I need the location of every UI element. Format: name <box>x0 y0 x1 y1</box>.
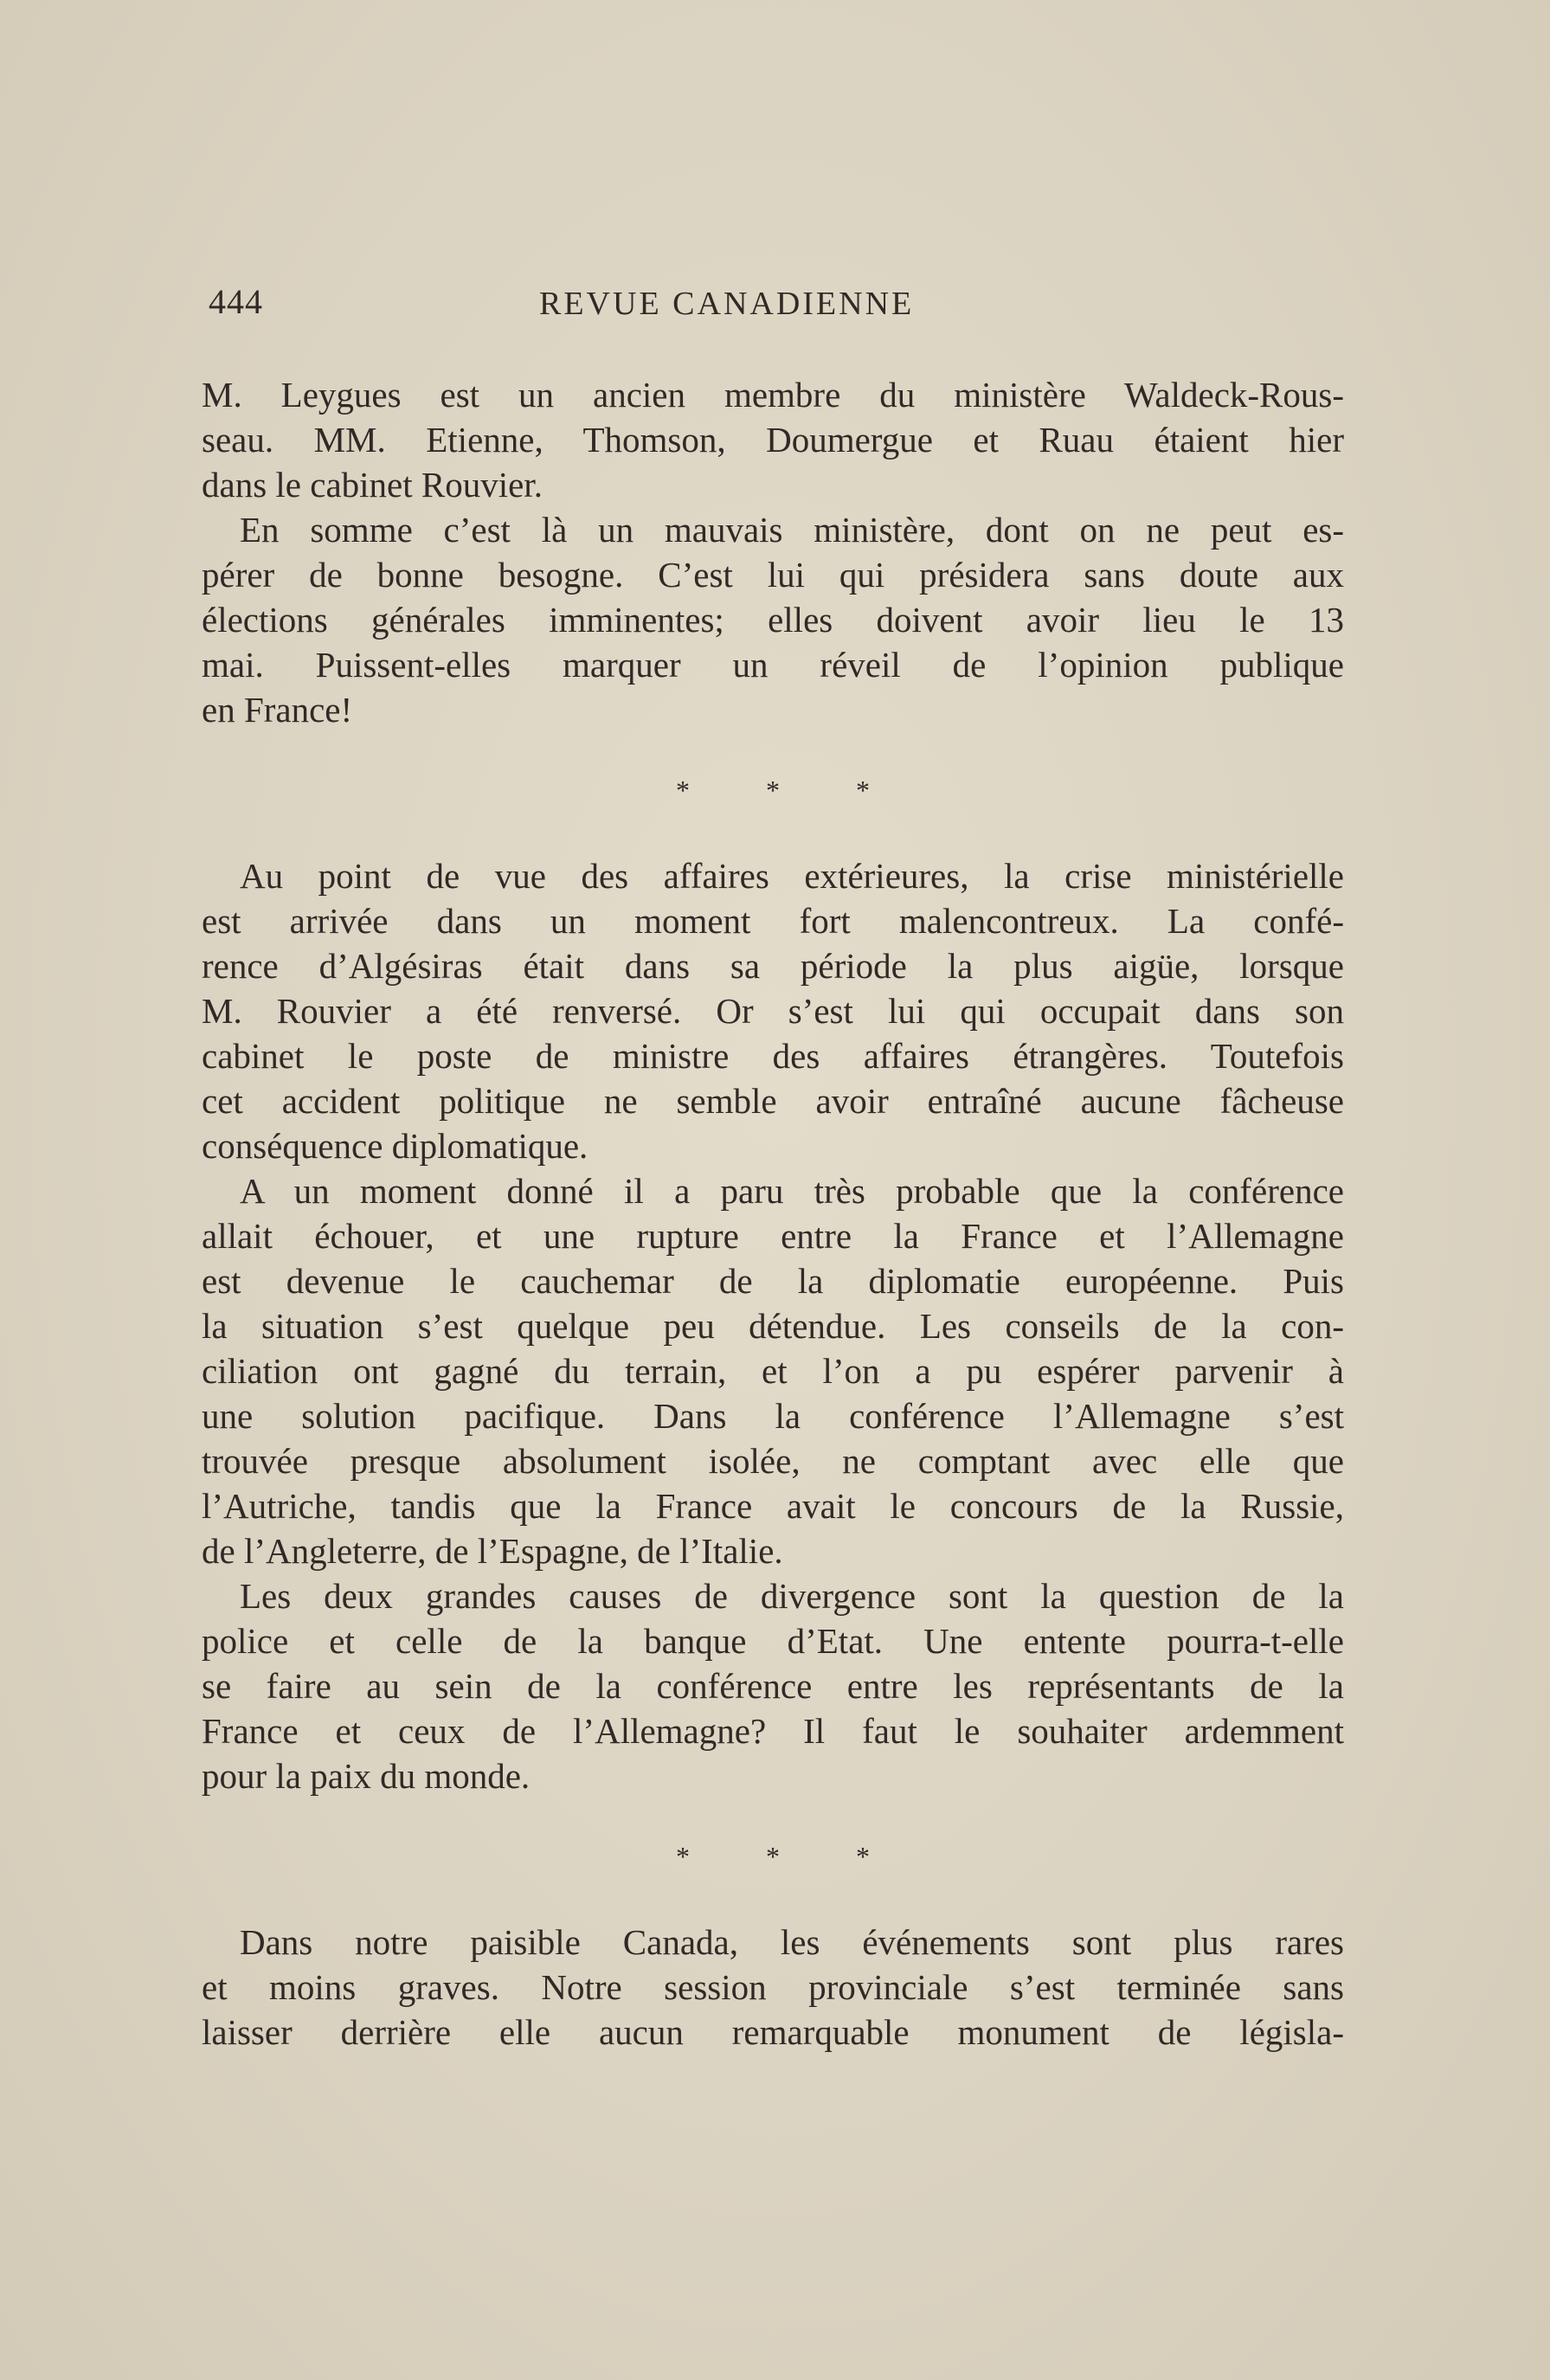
page-number: 444 <box>209 282 263 321</box>
text-line: de l’Angleterre, de l’Espagne, de l’Italie. <box>202 1531 783 1571</box>
text-line: mai. Puissent-elles marquer un réveil de l’opinion publique <box>202 645 1344 685</box>
text-line: M. Rouvier a été renversé. Or s’est lui qui occupait dans son <box>202 991 1344 1031</box>
running-head <box>202 281 1032 333</box>
paragraph <box>202 372 1344 507</box>
book-page <box>202 0 1344 2380</box>
article-body <box>202 372 1344 2055</box>
text-line: seau. MM. Etienne, Thomson, Doumergue et Ruau étaient hier <box>202 420 1344 460</box>
paragraph <box>202 1920 1344 2055</box>
text-line: cabinet le poste de ministre des affaires étrangères. Toutefois <box>202 1036 1344 1076</box>
text-line: et moins graves. Notre session provinciale s’est terminée sans <box>202 1967 1344 2007</box>
text-line: pérer de bonne besogne. C’est lui qui présidera sans doute aux <box>202 555 1344 595</box>
section-foreign-affairs <box>202 853 1344 1798</box>
section-ministry <box>202 372 1344 732</box>
text-line: Au point de vue des affaires extérieures, la crise ministérielle <box>240 856 1344 896</box>
section-separator: * * * <box>676 775 904 806</box>
text-line: France et ceux de l’Allemagne? Il faut le souhaiter ardemment <box>202 1711 1344 1751</box>
text-line: élections générales imminentes; elles doivent avoir lieu le 13 <box>202 600 1344 640</box>
section-separator: * * * <box>676 1841 904 1872</box>
text-line: Dans notre paisible Canada, les événements sont plus rares <box>240 1922 1344 1962</box>
text-line: se faire au sein de la conférence entre les représentants de la <box>202 1666 1344 1706</box>
text-line: trouvée presque absolument isolée, ne comptant avec elle que <box>202 1441 1344 1481</box>
paragraph <box>202 1168 1344 1573</box>
text-line: allait échouer, et une rupture entre la France et l’Allemagne <box>202 1216 1344 1256</box>
text-line: pour la paix du monde. <box>202 1756 531 1796</box>
text-line: ciliation ont gagné du terrain, et l’on a pu espérer parvenir à <box>202 1351 1344 1391</box>
text-line: rence d’Algésiras était dans sa période la plus aigüe, lorsque <box>202 946 1344 986</box>
section-canada <box>202 1920 1344 2055</box>
text-line: Les deux grandes causes de divergence sont la question de la <box>240 1576 1344 1616</box>
text-line: laisser derrière elle aucun remarquable monument de législa- <box>202 2012 1344 2052</box>
text-line: est devenue le cauchemar de la diplomatie européenne. Puis <box>202 1261 1344 1301</box>
paragraph <box>202 853 1344 1168</box>
text-line: A un moment donné il a paru très probable que la conférence <box>240 1171 1344 1211</box>
text-line: police et celle de la banque d’Etat. Une entente pourra-t-elle <box>202 1621 1344 1661</box>
text-line: cet accident politique ne semble avoir entraîné aucune fâcheuse <box>202 1081 1344 1121</box>
text-line: conséquence diplomatique. <box>202 1126 588 1166</box>
text-line: la situation s’est quelque peu détendue. Les conseils de la con- <box>202 1306 1344 1346</box>
paragraph <box>202 507 1344 732</box>
text-line: en France! <box>202 690 353 730</box>
paragraph <box>202 1573 1344 1798</box>
text-line: M. Leygues est un ancien membre du ministère Waldeck-Rous- <box>202 375 1344 415</box>
text-line: est arrivée dans un moment fort malencontreux. La confé- <box>202 901 1344 941</box>
text-line: une solution pacifique. Dans la conférence l’Allemagne s’est <box>202 1396 1344 1436</box>
text-line: l’Autriche, tandis que la France avait le concours de la Russie, <box>202 1486 1344 1526</box>
text-line: En somme c’est là un mauvais ministère, dont on ne peut es- <box>240 510 1344 550</box>
text-line: dans le cabinet Rouvier. <box>202 465 543 505</box>
journal-title: REVUE CANADIENNE <box>539 286 915 322</box>
